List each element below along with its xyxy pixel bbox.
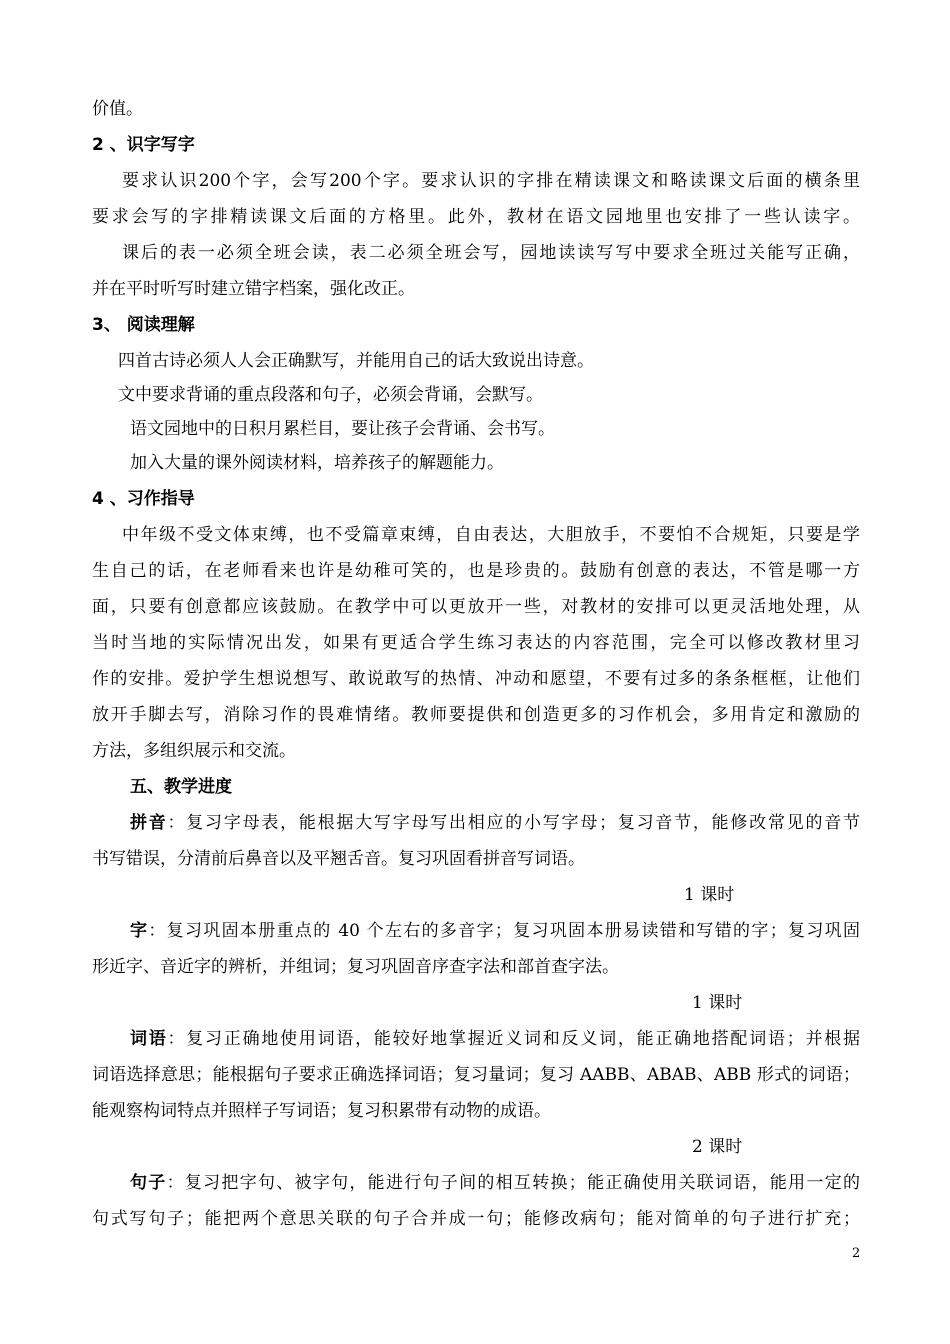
- schedule-zi-line: [130, 920, 860, 942]
- section-heading-reading: 3、 阅读理解: [92, 315, 195, 335]
- schedule-text: ：复习把字句、被字句，能进行句子间的相互转换；能正确使用关联词语，能用一定的: [166, 1173, 861, 1193]
- paragraph-line: 要求认识200个字，会写200个字。要求认识的字排在精读课文和略读课文后面的横条里: [122, 171, 860, 191]
- schedule-label-pinyin: 拼音: [130, 813, 168, 833]
- paragraph-line: 当时当地的实际情况出发，如果有更适合学生练习表达的内容范围，完全可以修改教材里习: [92, 633, 860, 653]
- schedule-label-zi: 字: [130, 921, 149, 941]
- paragraph-line: 加入大量的课外阅读材料，培养孩子的解题能力。: [130, 453, 504, 473]
- paragraph-line: 句式写句子；能把两个意思关联的句子合并成一句；能修改病句；能对简单的句子进行扩充；: [92, 1209, 860, 1229]
- page-number: 2: [852, 1246, 861, 1261]
- paragraph-line: 放开手脚去写，消除习作的畏难情绪。教师要提供和创造更多的习作机会，多用肯定和激励的: [92, 705, 860, 725]
- schedule-pinyin-line: [130, 812, 860, 834]
- lesson-hours: 2 课时: [692, 1137, 743, 1157]
- paragraph-line: 能观察构词特点并照样子写词语；复习积累带有动物的成语。: [92, 1101, 551, 1121]
- paragraph-line: 要求会写的字排精读课文后面的方格里。此外，教材在语文园地里也安排了一些认读字。: [92, 207, 860, 227]
- section-heading-writing: 4 、习作指导: [92, 489, 195, 509]
- paragraph-line: 面，只要有创意都应该鼓励。在教学中可以更放开一些，对教材的安排可以更灵活地处理，从: [92, 597, 860, 617]
- schedule-label-juzi: 句子: [130, 1173, 167, 1193]
- lesson-hours: 1 课时: [684, 885, 735, 905]
- text-line: 价值。: [92, 99, 143, 119]
- paragraph-line: 四首古诗必须人人会正确默写，并能用自己的话大致说出诗意。: [118, 351, 594, 371]
- paragraph-line: 语文园地中的日积月累栏目，要让孩子会背诵、会书写。: [130, 419, 555, 439]
- lesson-hours: 1 课时: [692, 993, 743, 1013]
- schedule-label-ciyu: 词语: [130, 1029, 168, 1049]
- paragraph-line: 文中要求背诵的重点段落和句子，必须会背诵，会默写。: [118, 385, 543, 405]
- schedule-juzi-line: [130, 1172, 860, 1194]
- schedule-text: ：复习字母表，能根据大写字母写出相应的小写字母；复习音节，能修改常见的音节: [167, 813, 861, 833]
- schedule-text: ：复习正确地使用词语，能较好地掌握近义词和反义词，能正确地搭配词语；并根据: [167, 1029, 861, 1049]
- paragraph-line: 词语选择意思；能根据句子要求正确选择词语；复习量词；复习 AABB、ABAB、ABB 形式的词语；: [92, 1065, 860, 1085]
- schedule-ciyu-line: [130, 1028, 860, 1050]
- paragraph-line: 方法，多组织展示和交流。: [92, 741, 296, 761]
- paragraph-line: 并在平时听写时建立错字档案，强化改正。: [92, 279, 415, 299]
- paragraph-line: 作的安排。爱护学生想说想写、敢说敢写的热情、冲动和愿望，不要有过多的条条框框，让他们: [92, 669, 860, 689]
- section-heading-schedule: 五、教学进度: [130, 777, 232, 797]
- section-heading-literacy: 2 、识字写字: [92, 135, 195, 155]
- paragraph-line: 书写错误，分清前后鼻音以及平翘舌音。复习巩固看拼音写词语。: [92, 849, 585, 869]
- paragraph-line: 课后的表一必须全班会读，表二必须全班会写，园地读读写写中要求全班过关能写正确，: [122, 243, 860, 263]
- schedule-text: ：复习巩固本册重点的 40 个左右的多音字；复习巩固本册易读错和写错的字；复习巩固: [148, 921, 860, 941]
- paragraph-line: 中年级不受文体束缚，也不受篇章束缚，自由表达，大胆放手，不要怕不合规矩，只要是学: [122, 525, 860, 545]
- paragraph-line: 形近字、音近字的辨析，并组词；复习巩固音序查字法和部首查字法。: [92, 957, 619, 977]
- paragraph-line: 生自己的话，在老师看来也许是幼稚可笑的，也是珍贵的。鼓励有创意的表达，不管是哪一方: [92, 561, 860, 581]
